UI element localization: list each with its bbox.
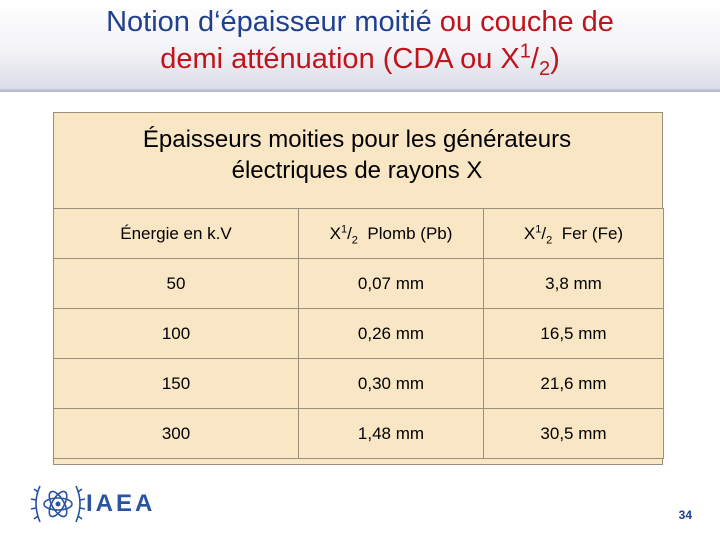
title-sup: 1	[519, 40, 531, 63]
title-line2-text: demi atténuation (CDA ou X	[160, 43, 520, 75]
header-lead-sub: 2	[351, 233, 358, 246]
caption-line-1: Épaisseurs moities pour les générateurs	[142, 126, 572, 153]
cell-energy: 150	[54, 359, 299, 409]
cell-energy: 100	[54, 309, 299, 359]
table-header-row	[54, 209, 664, 259]
title-line-2	[0, 41, 720, 78]
cell-lead: 0,30 mm	[299, 359, 484, 409]
title-red-part: ou couche de	[439, 6, 614, 38]
header-lead	[299, 209, 484, 259]
title-slash: /	[530, 43, 539, 75]
header-lead-x: X	[329, 223, 341, 243]
title-close: )	[550, 43, 560, 75]
page-number: 34	[678, 508, 692, 522]
header-iron-slash: /	[541, 223, 547, 243]
cell-lead: 0,07 mm	[299, 259, 484, 309]
table-row	[54, 409, 664, 459]
title-blue-part: Notion d‘épaisseur moitié	[106, 6, 432, 38]
cell-lead: 0,26 mm	[299, 309, 484, 359]
header-iron-x: X	[523, 223, 536, 243]
title-line-1	[0, 4, 720, 41]
table-row	[54, 259, 664, 309]
header-iron	[484, 209, 664, 259]
cell-energy: 300	[54, 409, 299, 459]
header-iron-label: Fer (Fe)	[561, 223, 624, 243]
cell-iron: 21,6 mm	[484, 359, 664, 409]
header-energy: Énergie en k.V	[54, 209, 299, 259]
cell-iron: 30,5 mm	[484, 409, 664, 459]
table-caption	[53, 124, 661, 186]
table-row	[54, 309, 664, 359]
header-lead-slash: /	[347, 223, 352, 243]
cell-iron: 3,8 mm	[484, 259, 664, 309]
header-lead-label: Plomb (Pb)	[367, 223, 453, 243]
slide-title	[0, 4, 720, 78]
half-value-table	[53, 208, 664, 459]
title-sub: 2	[538, 57, 551, 80]
cell-energy: 50	[54, 259, 299, 309]
cell-iron: 16,5 mm	[484, 309, 664, 359]
iaea-logo-text: IAEA	[86, 490, 156, 517]
header-iron-sup: 1	[535, 222, 542, 235]
header-iron-sub: 2	[546, 233, 553, 246]
table-row	[54, 359, 664, 409]
header-lead-sup: 1	[340, 222, 348, 235]
cell-lead: 1,48 mm	[299, 409, 484, 459]
caption-line-2: électriques de rayons X	[231, 157, 483, 184]
